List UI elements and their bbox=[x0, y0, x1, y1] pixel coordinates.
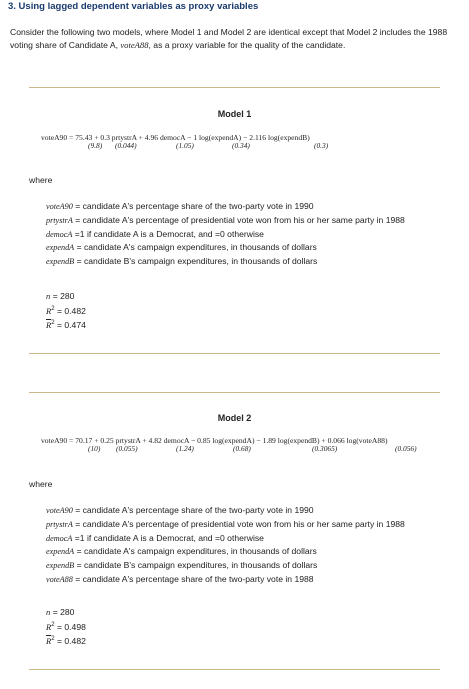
model1-stats bbox=[46, 290, 86, 332]
model2-se-expendB: (0.3065) bbox=[312, 444, 338, 453]
section-heading: 3. Using lagged dependent variables as proxy variables bbox=[8, 1, 259, 12]
model1-se-intercept: (9.8) bbox=[88, 141, 103, 150]
model1-n: n = 280 bbox=[46, 291, 75, 301]
model1-bottom-rule bbox=[29, 353, 440, 354]
model2-bottom-rule bbox=[29, 669, 440, 670]
model1-def-prtystrA: prtystrA = candidate A's percentage of presidential vote won from his or her same party in 1988 bbox=[46, 214, 405, 225]
model1-def-voteA90: voteA90 = candidate A's percentage share of the two-party vote in 1990 bbox=[46, 201, 314, 211]
intro-text-1: Consider the following two models, where Model 1 and Model 2 are identical except that Model 2 includes the 1988 voting share of Candidate A, bbox=[10, 27, 448, 50]
intro-paragraph bbox=[10, 26, 458, 51]
intro-text-2: , as a proxy variable for the quality of the candidate. bbox=[148, 39, 346, 50]
model1-top-rule bbox=[29, 87, 440, 88]
model2-r2-adj: $\overline{R}^2 = 0.482$ bbox=[46, 635, 86, 646]
model2-definitions bbox=[46, 504, 426, 587]
model1-r2: $R^2 = 0.482$ bbox=[46, 305, 86, 316]
model2-stats bbox=[46, 606, 86, 648]
model2-n: n = 280 bbox=[46, 607, 75, 617]
model2-se-democA: (1.24) bbox=[176, 444, 194, 453]
model2-def-voteA88: voteA88 = candidate A's percentage share of the two-party vote in 1988 bbox=[46, 573, 314, 584]
model1-definitions bbox=[46, 200, 426, 269]
model1-title: Model 1 bbox=[217, 109, 252, 119]
model2-def-expendB: expendB = candidate B's campaign expenditures, in thousands of dollars bbox=[46, 560, 318, 571]
model2-equation: voteA90 = 70.17 + 0.25 prtystrA + 4.82 democA − 0.85 log(expendA) − 1.89 log(expendB) + 0.066 log(voteA88) bbox=[41, 436, 388, 445]
intro-variable: voteA88 bbox=[120, 39, 149, 50]
model2-def-prtystrA: prtystrA = candidate A's percentage of presidential vote won from his or her same party in 1988 bbox=[46, 518, 405, 529]
model1-def-expendB: expendB = candidate B's campaign expenditures, in thousands of dollars bbox=[46, 256, 318, 267]
model1-def-expendA: expendA = candidate A's campaign expenditures, in thousands of dollars bbox=[46, 242, 317, 253]
model2-r2: $R^2 = 0.498$ bbox=[46, 621, 86, 632]
model1-se-democA: (1.05) bbox=[176, 141, 194, 150]
model1-equation: voteA90 = 75.43 + 0.3 prtystrA + 4.96 democA − 1 log(expendA) − 2.116 log(expendB) bbox=[41, 133, 310, 142]
model2-se-prtystrA: (0.055) bbox=[116, 444, 138, 453]
model2-def-expendA: expendA = candidate A's campaign expenditures, in thousands of dollars bbox=[46, 546, 317, 557]
model2-def-democA: democA =1 if candidate A is a Democrat, and =0 otherwise bbox=[46, 532, 264, 543]
model2-top-rule bbox=[29, 392, 440, 393]
model1-se-expendB: (0.3) bbox=[314, 141, 329, 150]
model2-se-voteA88: (0.056) bbox=[395, 444, 417, 453]
model1-where: where bbox=[29, 175, 53, 185]
model2-where: where bbox=[29, 479, 53, 489]
model1-def-democA: democA =1 if candidate A is a Democrat, and =0 otherwise bbox=[46, 228, 264, 239]
model2-se-intercept: (10) bbox=[88, 444, 101, 453]
model2-def-voteA90: voteA90 = candidate A's percentage share of the two-party vote in 1990 bbox=[46, 505, 314, 515]
model1-se-expendA: (0.34) bbox=[232, 141, 250, 150]
model2-title: Model 2 bbox=[217, 413, 252, 423]
model1-se-prtystrA: (0.044) bbox=[115, 141, 137, 150]
model2-se-expendA: (0.68) bbox=[233, 444, 251, 453]
model1-r2-adj: $\overline{R}^2 = 0.474$ bbox=[46, 319, 86, 330]
